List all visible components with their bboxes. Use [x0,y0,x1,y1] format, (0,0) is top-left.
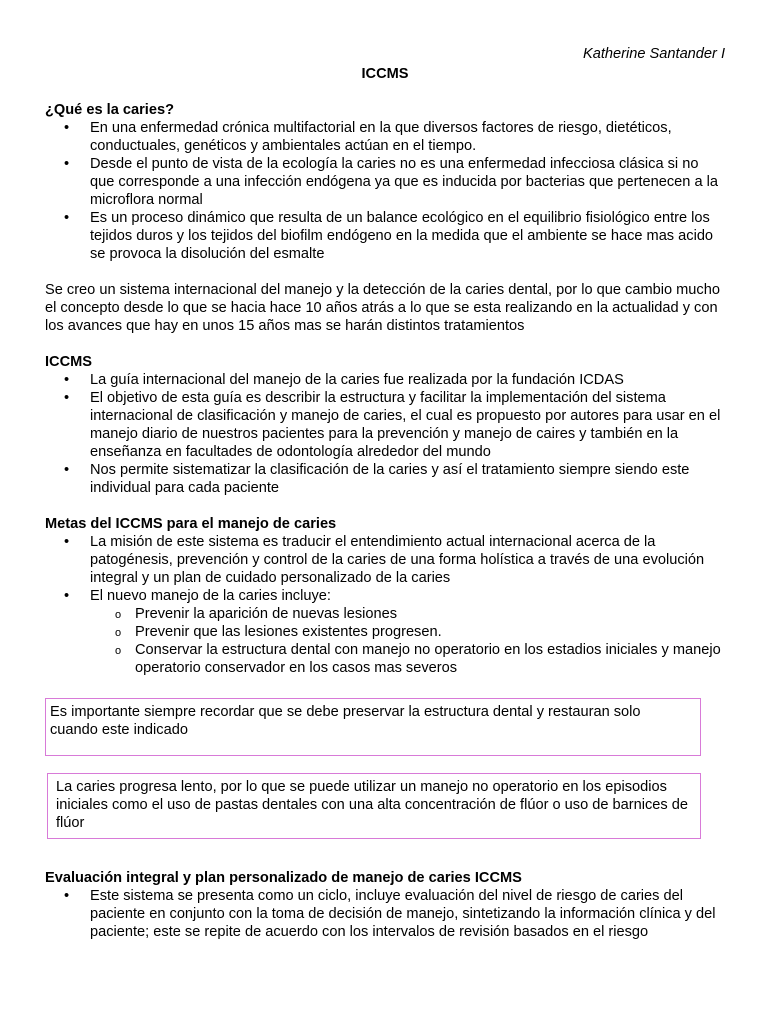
document-title: ICCMS [361,66,409,82]
list-item: • En una enfermedad crónica multifactorial en la que diversos factores de riesgo, dietéticos, conductuales, genéticos y ambientales actúan en el tiempo. [45,119,725,155]
list-item: • Nos permite sistematizar la clasificación de la caries y así el tratamiento siempre siendo este individual para cada paciente [45,461,725,497]
section-heading: Evaluación integral y plan personalizado de manejo de caries ICCMS [45,870,522,886]
sub-list-item: o Prevenir la aparición de nuevas lesiones [90,605,725,623]
section-heading: Metas del ICCMS para el manejo de caries [45,516,337,532]
section-heading: ¿Qué es la caries? [45,102,174,118]
list-item [45,587,725,677]
list-item: • Desde el punto de vista de la ecología la caries no es una enfermedad infecciosa clásica si no que corresponde a una infección endógena ya que es inducida por bacterias que pertenecen a la microflora normal [45,155,725,209]
note-box-preservar: Es importante siempre recordar que se debe preservar la estructura dental y restauran solo cuando este indicado [45,698,701,756]
spacer [45,83,725,101]
bullet-list [45,119,725,263]
list-item: • Este sistema se presenta como un ciclo, incluye evaluación del nivel de riesgo de caries del paciente en conjunto con la toma de decisión de manejo, sintetizando la información clínica y del paciente; este se repite de acuerdo con los intervalos de revisión basados en el riesgo [45,887,725,941]
section-heading: ICCMS [45,354,93,370]
author-name: Katherine Santander I [583,46,725,62]
spacer [45,335,725,353]
list-item-text: El nuevo manejo de la caries incluye: [90,588,331,604]
section-metas [45,515,725,677]
sub-list-item: o Prevenir que las lesiones existentes progresen. [90,623,725,641]
spacer [45,263,725,281]
bullet-list [45,533,725,677]
list-item: • Es un proceso dinámico que resulta de un balance ecológico en el equilibrio fisiológico entre los tejidos duros y los tejidos del biofilm endógeno en la medida que el ambiente se hace mas acido se provoca la disolución del esmalte [45,209,725,263]
sub-list-item: o Conservar la estructura dental con manejo no operatorio en los estadios iniciales y manejo operatorio conservador en los casos mas severos [90,641,725,677]
list-item: • La guía internacional del manejo de la caries fue realizada por la fundación ICDAS [45,371,725,389]
spacer [45,497,725,515]
bullet-list [45,887,725,941]
note-box-progresion: La caries progresa lento, por lo que se puede utilizar un manejo no operatorio en los episodios iniciales como el uso de pastas dentales con una alta concentración de flúor o uso de barnices de flúor [47,773,701,839]
list-item: • La misión de este sistema es traducir el entendimiento actual internacional acerca de la patogénesis, prevención y control de la caries de una forma holística a través de una evolución integral y un plan de cuidado personalizado de la caries [45,533,725,587]
list-item: • El objetivo de esta guía es describir la estructura y facilitar la implementación del sistema internacional de clasificación y manejo de caries, el cual es propuesto por autores para usar en el manejo diario de nuestros pacientes para la prevención y manejo de caires y también en la enseñanza en facultades de odontología alrededor del mundo [45,389,725,461]
intro-paragraph: Se creo un sistema internacional del manejo y la detección de la caries dental, por lo que cambio mucho el concepto desde lo que se hacia hace 10 años atrás a lo que se esta realizando en la actualidad y con los avances que hay en unos 15 años mas se harán distintos tratamientos [45,282,720,334]
section-iccms [45,353,725,497]
document-page [45,45,725,941]
section-evaluacion [45,869,725,941]
section-que-es-caries [45,101,725,263]
sub-list [90,605,725,677]
bullet-list [45,371,725,497]
